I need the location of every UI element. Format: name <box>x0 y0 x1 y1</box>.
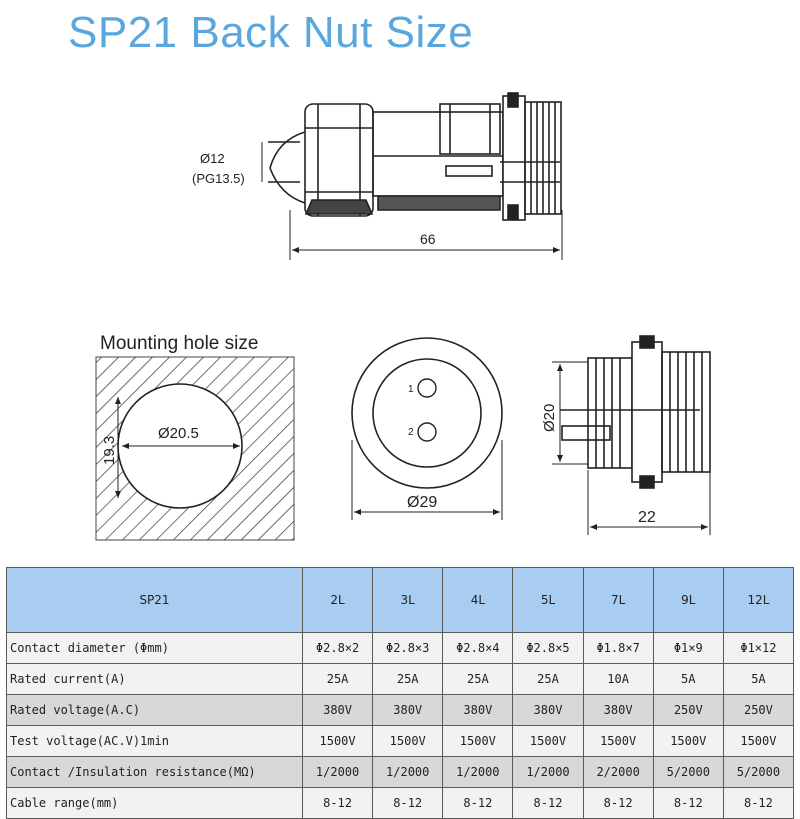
table-cell: 1500V <box>373 726 443 757</box>
row-label: Contact /Insulation resistance(MΩ) <box>7 757 303 788</box>
column-header: 2L <box>303 568 373 633</box>
table-header-row <box>7 568 794 633</box>
table-cell: 1500V <box>723 726 793 757</box>
front-dia-label: Ø29 <box>407 494 438 511</box>
table-cell: Φ1.8×7 <box>583 633 653 664</box>
table-cell: Φ1×12 <box>723 633 793 664</box>
table-row <box>7 664 794 695</box>
table-cell: 5A <box>653 664 723 695</box>
table-cell: 8-12 <box>723 788 793 819</box>
table-row <box>7 757 794 788</box>
table-cell: 5A <box>723 664 793 695</box>
table-cell: 8-12 <box>443 788 513 819</box>
table-row <box>7 633 794 664</box>
table-row <box>7 726 794 757</box>
table-cell: Φ2.8×4 <box>443 633 513 664</box>
column-header: 9L <box>653 568 723 633</box>
table-corner: SP21 <box>7 568 303 633</box>
table-cell: 1500V <box>653 726 723 757</box>
table-cell: 8-12 <box>513 788 583 819</box>
table-row <box>7 788 794 819</box>
table-cell: 8-12 <box>373 788 443 819</box>
row-label: Contact diameter (Φmm) <box>7 633 303 664</box>
table-cell: 5/2000 <box>653 757 723 788</box>
table-cell: 2/2000 <box>583 757 653 788</box>
table-cell: 8-12 <box>303 788 373 819</box>
table-cell: 1500V <box>513 726 583 757</box>
table-cell: 1500V <box>443 726 513 757</box>
table-cell: 1500V <box>583 726 653 757</box>
socket-length-label: 22 <box>638 509 656 526</box>
table-cell: 1500V <box>303 726 373 757</box>
spec-table <box>6 567 794 819</box>
front-pin2-label: 2 <box>408 427 414 438</box>
column-header: 5L <box>513 568 583 633</box>
row-label: Test voltage(AC.V)1min <box>7 726 303 757</box>
table-cell: 1/2000 <box>443 757 513 788</box>
table-cell: Φ2.8×5 <box>513 633 583 664</box>
front-pin1-label: 1 <box>408 384 414 395</box>
row-label: Cable range(mm) <box>7 788 303 819</box>
table-row <box>7 695 794 726</box>
column-header: 7L <box>583 568 653 633</box>
table-cell: 1/2000 <box>373 757 443 788</box>
side-length-label: 66 <box>420 231 436 247</box>
table-cell: 10A <box>583 664 653 695</box>
side-dia-label: Ø12 <box>200 151 225 166</box>
front-view-drawing <box>352 338 502 520</box>
row-label: Rated voltage(A.C) <box>7 695 303 726</box>
table-cell: Φ1×9 <box>653 633 723 664</box>
table-cell: 5/2000 <box>723 757 793 788</box>
mounting-hole-caption: Mounting hole size <box>100 333 259 354</box>
table-cell: 380V <box>443 695 513 726</box>
socket-view-drawing <box>560 336 710 488</box>
socket-dia-label: Ø20 <box>541 403 558 432</box>
column-header: 12L <box>723 568 793 633</box>
table-cell: 8-12 <box>653 788 723 819</box>
table-cell: 250V <box>653 695 723 726</box>
page-title: SP21 Back Nut Size <box>68 8 474 57</box>
side-pg-label: (PG13.5) <box>192 171 245 186</box>
table-cell: 25A <box>303 664 373 695</box>
mounting-hole-dia-label: Ø20.5 <box>158 425 199 442</box>
table-cell: 25A <box>513 664 583 695</box>
table-cell: 1/2000 <box>303 757 373 788</box>
table-cell: 380V <box>373 695 443 726</box>
table-cell: Φ2.8×2 <box>303 633 373 664</box>
table-cell: 1/2000 <box>513 757 583 788</box>
mounting-hole-flat-label: 19.3 <box>101 435 118 465</box>
table-cell: 25A <box>373 664 443 695</box>
table-cell: Φ2.8×3 <box>373 633 443 664</box>
table-cell: 8-12 <box>583 788 653 819</box>
mounting-hole-drawing <box>96 357 294 540</box>
column-header: 4L <box>443 568 513 633</box>
table-cell: 250V <box>723 695 793 726</box>
row-label: Rated current(A) <box>7 664 303 695</box>
table-cell: 380V <box>303 695 373 726</box>
side-view-drawing <box>268 93 561 220</box>
table-cell: 25A <box>443 664 513 695</box>
table-cell: 380V <box>513 695 583 726</box>
table-cell: 380V <box>583 695 653 726</box>
column-header: 3L <box>373 568 443 633</box>
